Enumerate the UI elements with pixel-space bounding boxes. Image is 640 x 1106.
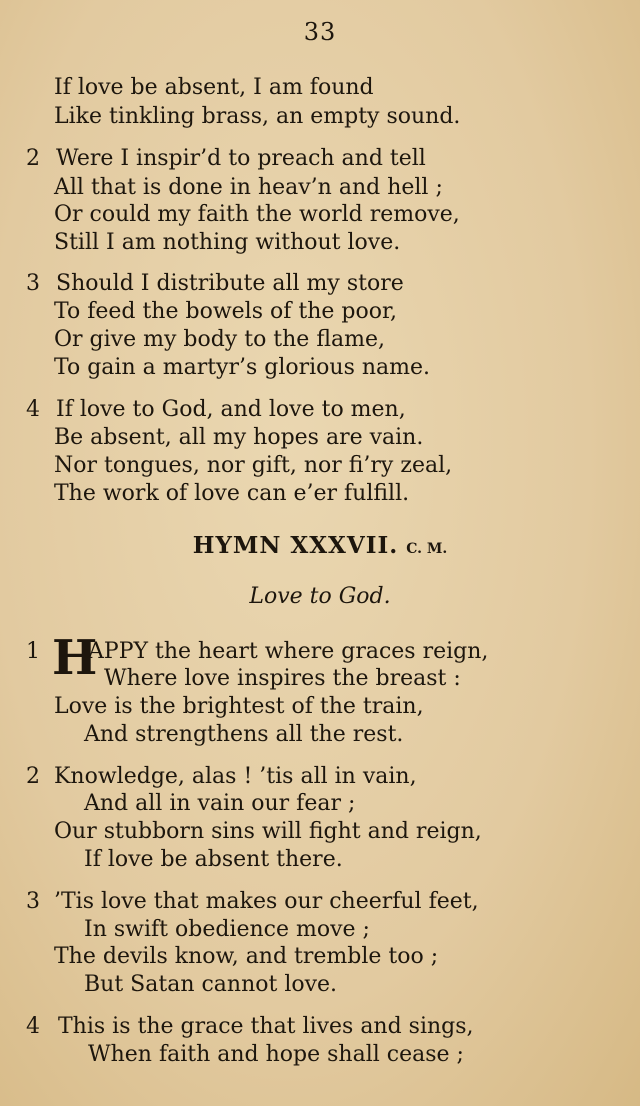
verse-line: If love be absent there. bbox=[84, 847, 343, 872]
verse-line: Be absent, all my hopes are vain. bbox=[54, 425, 424, 450]
verse-line: Where love inspires the breast : bbox=[104, 666, 461, 691]
stanza-number: 3 bbox=[26, 271, 40, 296]
verse-line: Like tinkling brass, an empty sound. bbox=[54, 104, 461, 129]
stanza-number: 2 bbox=[26, 146, 40, 171]
hymn-meter: C. M. bbox=[406, 541, 448, 557]
verse-line: Should I distribute all my store bbox=[56, 271, 404, 296]
verse-line: Were I inspir’d to preach and tell bbox=[56, 146, 426, 171]
verse-line: Or could my faith the world remove, bbox=[54, 202, 460, 227]
verse-line: The work of love can e’er fulfill. bbox=[54, 481, 410, 506]
verse-line: To feed the bowels of the poor, bbox=[54, 299, 398, 324]
stanza-number: 1 bbox=[26, 639, 40, 664]
verse-line: If love be absent, I am found bbox=[54, 75, 374, 100]
verse-line: If love to God, and love to men, bbox=[56, 397, 406, 422]
hymn-title bbox=[0, 532, 640, 559]
verse-line: And all in vain our fear ; bbox=[84, 791, 356, 816]
verse-line: Nor tongues, nor gift, nor fi’ry zeal, bbox=[54, 453, 453, 478]
stanza-number: 3 bbox=[26, 889, 40, 914]
verse-line: ’Tis love that makes our cheerful feet, bbox=[54, 889, 479, 914]
verse-line: Still I am nothing without love. bbox=[54, 230, 401, 255]
stanza-number: 2 bbox=[26, 764, 40, 789]
verse-line: Love is the brightest of the train, bbox=[54, 694, 424, 719]
verse-line: Our stubborn sins will fight and reign, bbox=[54, 819, 482, 844]
verse-line: All that is done in heav’n and hell ; bbox=[54, 175, 443, 200]
verse-line: And strengthens all the rest. bbox=[84, 722, 404, 747]
page-number: 33 bbox=[303, 18, 337, 46]
hymn-number: HYMN XXXVII. bbox=[192, 532, 399, 559]
verse-line: To gain a martyr’s glorious name. bbox=[54, 355, 431, 380]
verse-line: But Satan cannot love. bbox=[84, 972, 338, 997]
verse-line: Knowledge, alas ! ’tis all in vain, bbox=[54, 764, 417, 789]
verse-line: This is the grace that lives and sings, bbox=[58, 1014, 474, 1039]
stanza-number: 4 bbox=[26, 397, 40, 422]
verse-line: Or give my body to the flame, bbox=[54, 327, 385, 352]
stanza-number: 4 bbox=[26, 1014, 40, 1039]
verse-line: The devils know, and tremble too ; bbox=[54, 944, 439, 969]
verse-line: APPY the heart where graces reign, bbox=[88, 639, 489, 664]
verse-line: When faith and hope shall cease ; bbox=[88, 1042, 464, 1067]
verse-line: In swift obedience move ; bbox=[84, 917, 370, 942]
hymn-subtitle: Love to God. bbox=[249, 584, 391, 609]
drop-cap: H bbox=[52, 630, 98, 686]
